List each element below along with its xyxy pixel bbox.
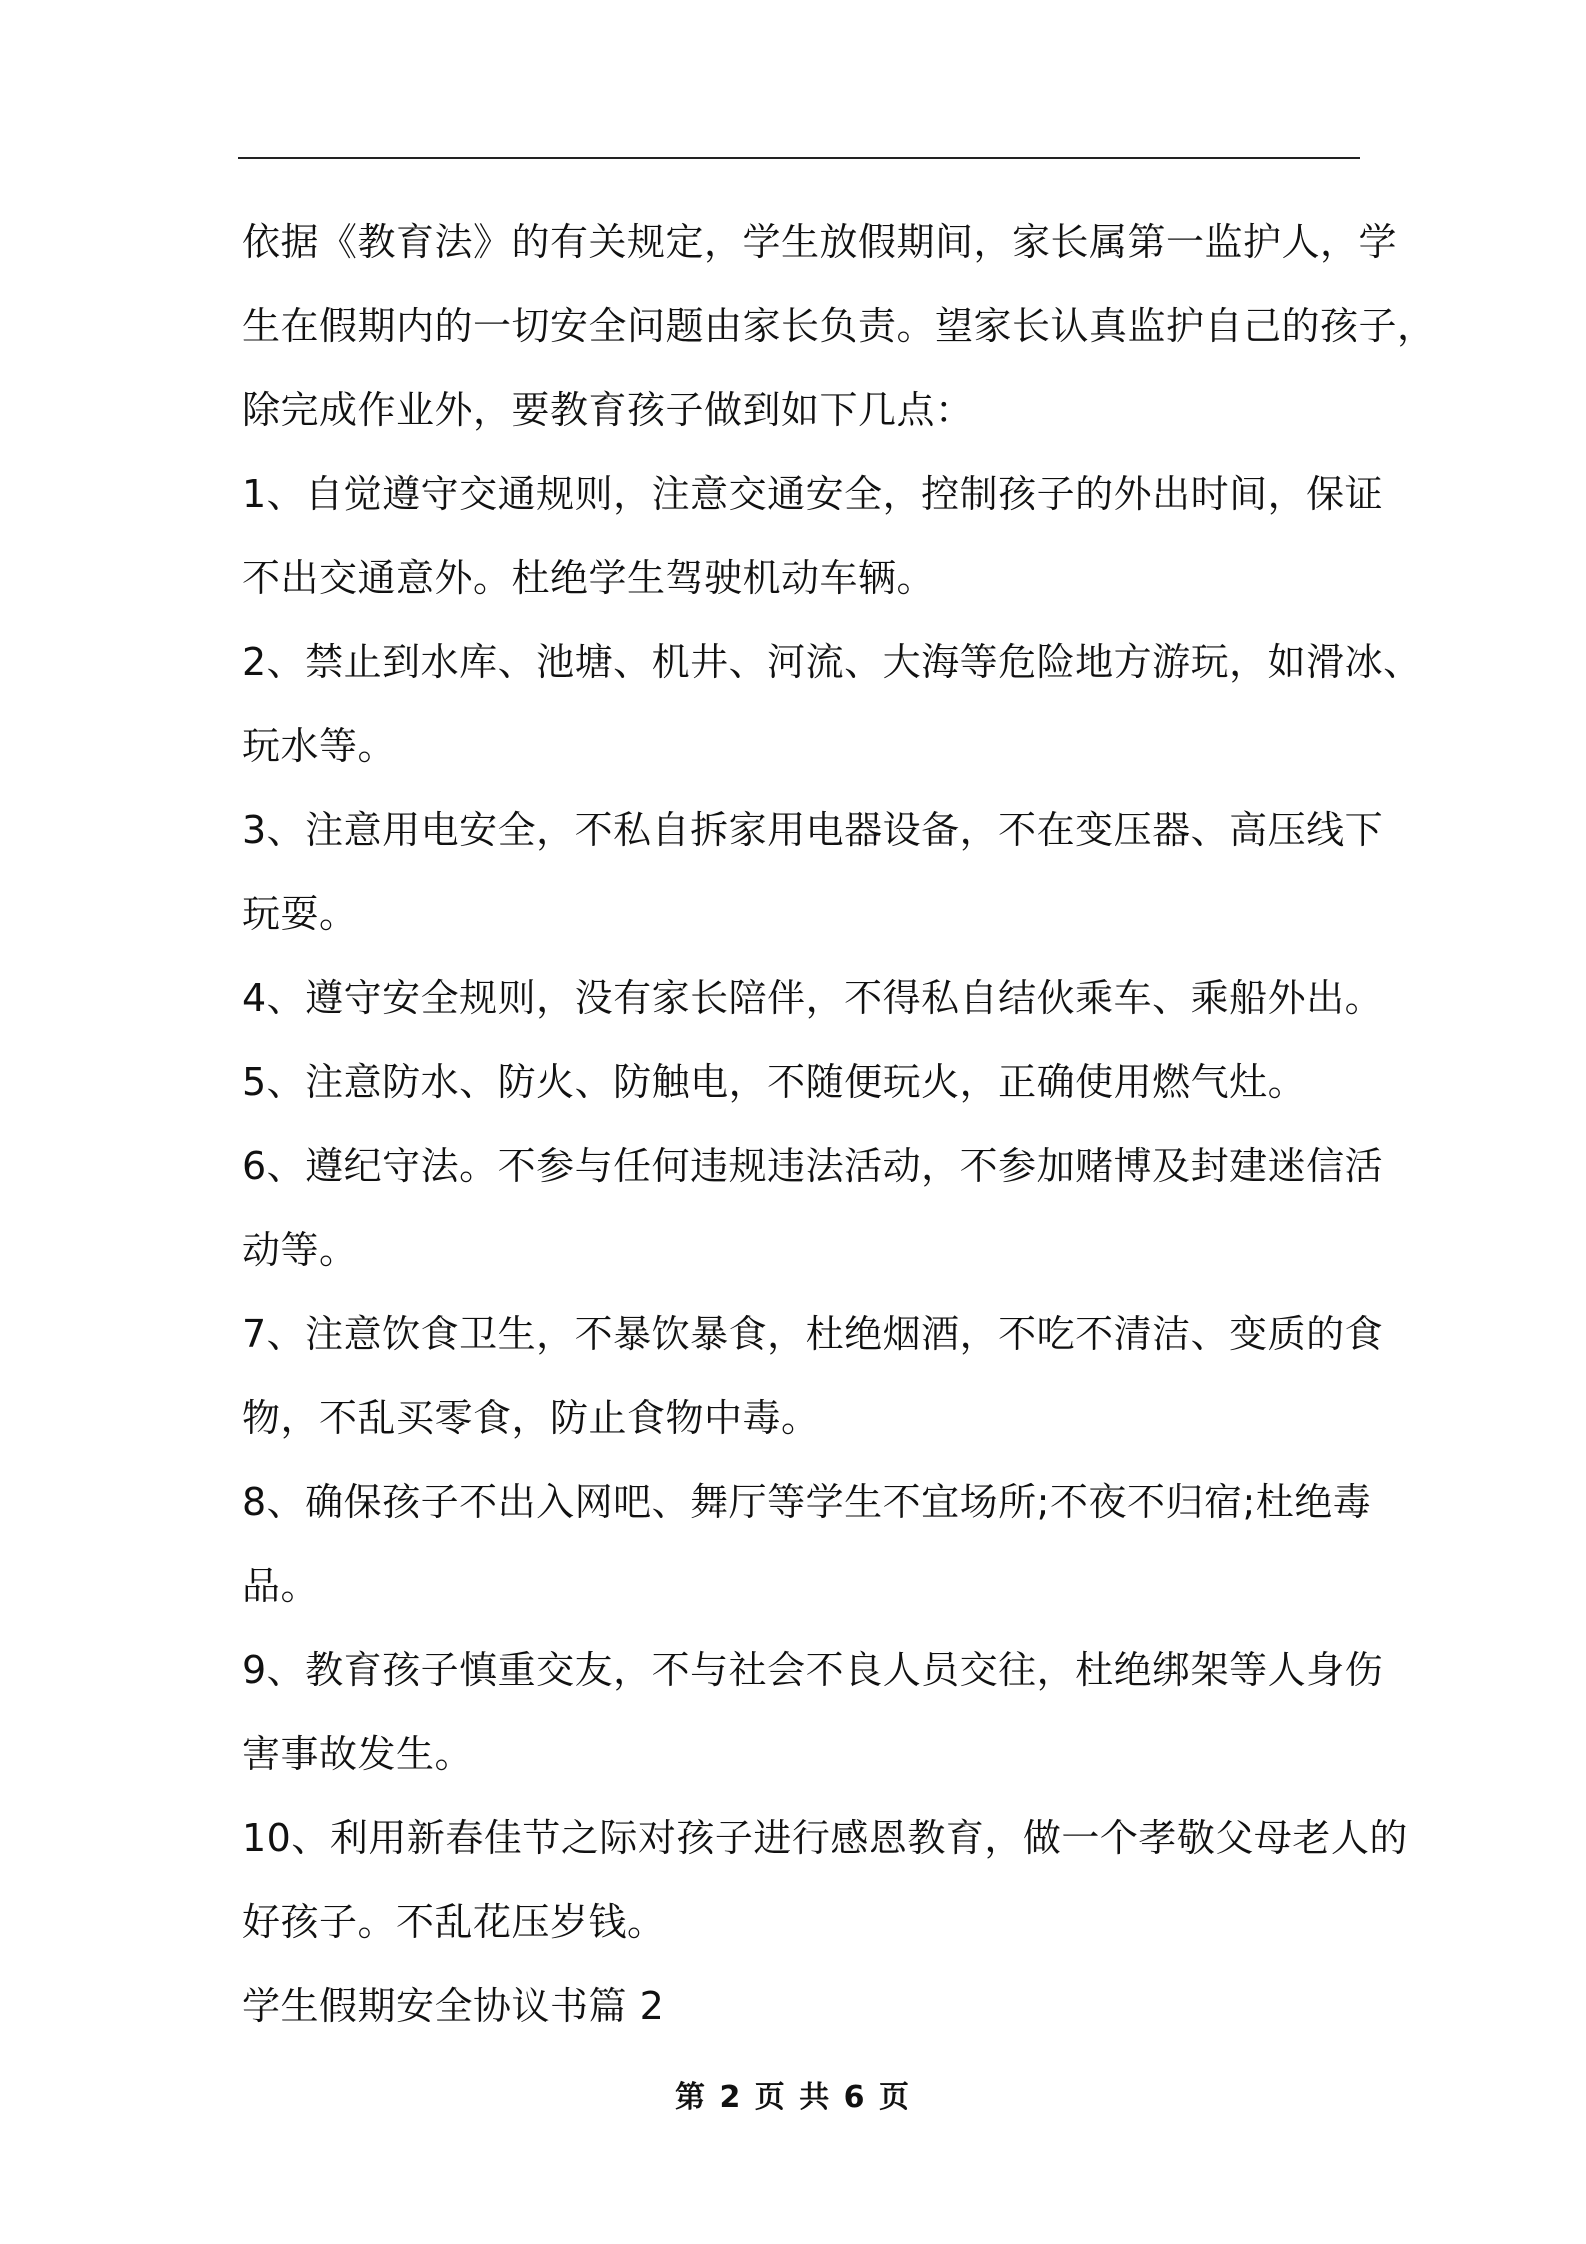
text-line: 动等。 — [242, 1228, 358, 1272]
list-item-1: 1、自觉遵守交通规则，注意交通安全，控制孩子的外出时间，保证 — [242, 472, 1384, 516]
text-line: 品。 — [242, 1564, 320, 1608]
header-rule — [238, 157, 1360, 159]
list-item-2: 2、禁止到水库、池塘、机井、河流、大海等危险地方游玩，如滑冰、 — [242, 640, 1422, 684]
list-item-9: 9、教育孩子慎重交友，不与社会不良人员交往，杜绝绑架等人身伤 — [242, 1648, 1384, 1692]
text-line: 物，不乱买零食，防止食物中毒。 — [242, 1396, 820, 1440]
list-item-5: 5、注意防水、防火、防触电，不随便玩火，正确使用燃气灶。 — [242, 1060, 1307, 1104]
document-body — [242, 200, 1436, 2048]
text-line: 生在假期内的一切安全问题由家长负责。望家长认真监护自己的孩子， — [242, 304, 1436, 348]
list-item-10: 10、利用新春佳节之际对孩子进行感恩教育，做一个孝敬父母老人的 — [242, 1816, 1408, 1860]
list-item-8: 8、确保孩子不出入网吧、舞厅等学生不宜场所;不夜不归宿;杜绝毒 — [242, 1480, 1372, 1524]
text-line: 不出交通意外。杜绝学生驾驶机动车辆。 — [242, 556, 936, 600]
list-item-4: 4、遵守安全规则，没有家长陪伴，不得私自结伙乘车、乘船外出。 — [242, 976, 1384, 1020]
section-heading: 学生假期安全协议书篇 2 — [242, 1984, 665, 2028]
list-item-6: 6、遵纪守法。不参与任何违规违法活动，不参加赌博及封建迷信活 — [242, 1144, 1384, 1188]
text-line: 玩水等。 — [242, 724, 397, 768]
list-item-3: 3、注意用电安全，不私自拆家用电器设备，不在变压器、高压线下 — [242, 808, 1384, 852]
text-line: 依据《教育法》的有关规定，学生放假期间，家长属第一监护人，学 — [242, 220, 1398, 264]
text-line: 好孩子。不乱花压岁钱。 — [242, 1900, 666, 1944]
text-line: 除完成作业外，要教育孩子做到如下几点： — [242, 388, 974, 432]
text-line: 玩耍。 — [242, 892, 358, 936]
list-item-7: 7、注意饮食卫生，不暴饮暴食，杜绝烟酒，不吃不清洁、变质的食 — [242, 1312, 1384, 1356]
page-number: 第 2 页 共 6 页 — [675, 2080, 911, 2115]
text-line: 害事故发生。 — [242, 1732, 474, 1776]
